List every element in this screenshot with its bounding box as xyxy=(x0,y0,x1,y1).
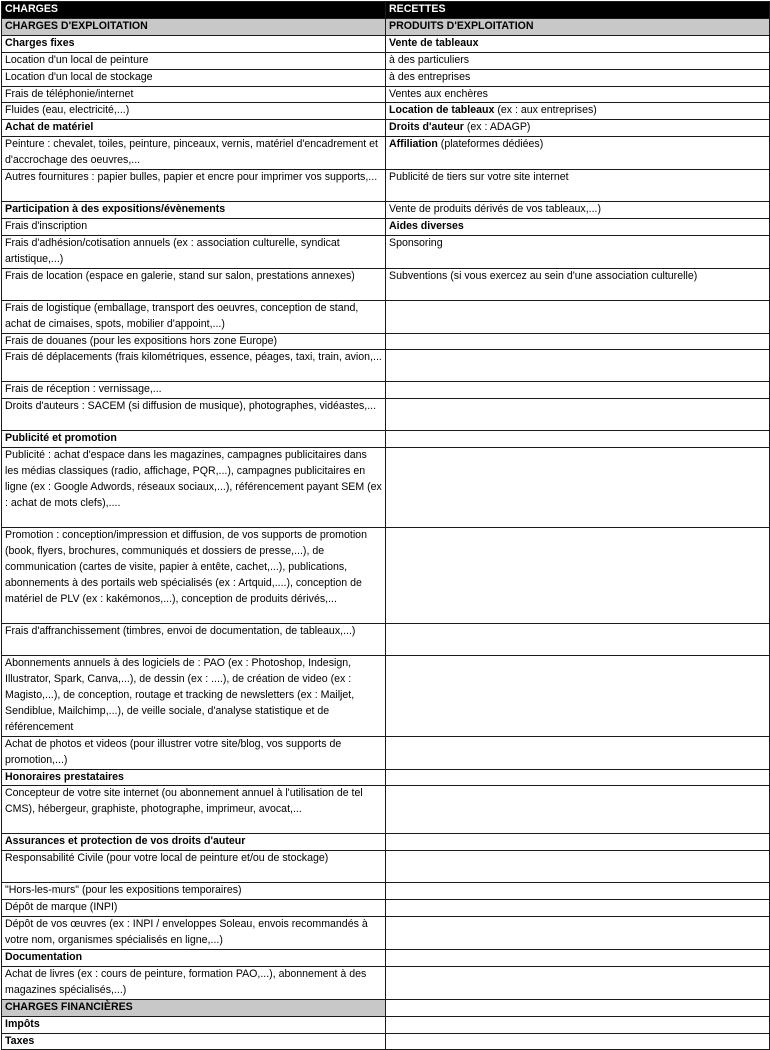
table-row xyxy=(2,103,770,120)
recette-label-bold: Location de tableaux xyxy=(389,104,495,117)
table-row xyxy=(2,624,770,656)
section-charges-exploitation: CHARGES D'EXPLOITATION xyxy=(2,18,386,35)
charge-item: Frais de location (espace en galerie, stand sur salon, prestations annexes) xyxy=(2,268,386,300)
category-assurances: Assurances et protection de vos droits d'auteur xyxy=(2,834,386,851)
table-row xyxy=(2,382,770,399)
table-row xyxy=(2,999,770,1016)
category-charges-fixes: Charges fixes xyxy=(2,35,386,52)
recette-cell-empty xyxy=(386,300,770,333)
recette-cell-empty xyxy=(386,950,770,967)
category-publicite-promotion: Publicité et promotion xyxy=(2,431,386,448)
table-row xyxy=(2,333,770,350)
charge-item: Publicité : achat d'espace dans les magazines, campagnes publicitaires dans les médias classiques (radio, affichage, PQR,...), campagnes publicitaires en ligne (ex : Google Adwords, réseaux sociaux,...), référencement payant SEM (ex : achat de mots clefs),.... xyxy=(2,448,386,528)
header-charges: CHARGES xyxy=(2,2,386,19)
table-row xyxy=(2,218,770,235)
charge-item: Promotion : conception/impression et diffusion, de vos supports de promotion (book, flyers, brochures, communiqués et dossiers de presse,...), de communication (cartes de visite, papier à entête, cachet,...), publications, abonnements à des portails web spécialisés (ex : Artquid,....), conception de matériel de PLV (ex : kakémonos,...), conception de produits dérivés,... xyxy=(2,528,386,624)
recette-label-note: (ex : ADAGP) xyxy=(463,121,531,134)
charge-item: Achat de livres (ex : cours de peinture, formation PAO,...), abonnement à des magazines spécialisés,...) xyxy=(2,966,386,999)
table-row xyxy=(2,69,770,86)
recette-item: Ventes aux enchères xyxy=(386,86,770,103)
table-row xyxy=(2,350,770,382)
category-documentation: Documentation xyxy=(2,950,386,967)
charge-item: Frais de réception : vernissage,... xyxy=(2,382,386,399)
charge-item: "Hors-les-murs" (pour les expositions temporaires) xyxy=(2,883,386,900)
table-row xyxy=(2,966,770,999)
recette-cell-empty xyxy=(386,382,770,399)
charge-item: Frais de téléphonie/internet xyxy=(2,86,386,103)
table-row xyxy=(2,170,770,202)
charge-item: Dépôt de vos œuvres (ex : INPI / enveloppes Soleau, envois recommandés à votre nom, organismes spécialisés en ligne,...) xyxy=(2,917,386,950)
table-row xyxy=(2,834,770,851)
recette-cell-empty xyxy=(386,1033,770,1050)
recette-label-note: (plateformes dédiées) xyxy=(437,138,544,151)
recette-item xyxy=(386,137,770,170)
charge-item: Location d'un local de peinture xyxy=(2,52,386,69)
recette-item: à des particuliers xyxy=(386,52,770,69)
charge-item: Frais d'inscription xyxy=(2,218,386,235)
charges-recettes-table xyxy=(1,1,770,1050)
section-produits-exploitation: PRODUITS D'EXPLOITATION xyxy=(386,18,770,35)
table-row xyxy=(2,900,770,917)
recette-cell-empty xyxy=(386,917,770,950)
recette-cell-empty xyxy=(386,736,770,769)
table-row xyxy=(2,202,770,219)
recette-cell-empty xyxy=(386,851,770,883)
table-row xyxy=(2,448,770,528)
charge-item: Autres fournitures : papier bulles, papier et encre pour imprimer vos supports,... xyxy=(2,170,386,202)
charge-item: Achat de photos et videos (pour illustrer votre site/blog, vos supports de promotion,...) xyxy=(2,736,386,769)
recette-item: Sponsoring xyxy=(386,235,770,268)
recette-cell-empty xyxy=(386,448,770,528)
recette-cell-empty xyxy=(386,350,770,382)
charge-item: Droits d'auteurs : SACEM (si diffusion de musique), photographes, vidéastes,... xyxy=(2,399,386,431)
charge-item: Frais d'affranchissement (timbres, envoi de documentation, de tableaux,...) xyxy=(2,624,386,656)
category-honoraires: Honoraires prestataires xyxy=(2,769,386,786)
category-achat-materiel: Achat de matériel xyxy=(2,120,386,137)
table-row xyxy=(2,1033,770,1050)
category-expositions: Participation à des expositions/évènements xyxy=(2,202,386,219)
recette-cell-empty xyxy=(386,900,770,917)
recette-cell-empty xyxy=(386,1016,770,1033)
table-row xyxy=(2,851,770,883)
recette-cell-empty xyxy=(386,656,770,737)
recette-cell-empty xyxy=(386,333,770,350)
charge-item: Peinture : chevalet, toiles, peinture, pinceaux, vernis, matériel d'encadrement et d'accrochage des oeuvres,... xyxy=(2,137,386,170)
table-row xyxy=(2,1016,770,1033)
table-row xyxy=(2,268,770,300)
recette-cell-empty xyxy=(386,999,770,1016)
charge-item: Fluides (eau, electricité,...) xyxy=(2,103,386,120)
table-row xyxy=(2,786,770,834)
table-row xyxy=(2,120,770,137)
charge-item: Frais d'adhésion/cotisation annuels (ex : association culturelle, syndicat artistique,...) xyxy=(2,235,386,268)
table-row xyxy=(2,399,770,431)
table-row xyxy=(2,883,770,900)
table-row xyxy=(2,86,770,103)
charge-item: Frais dé déplacements (frais kilométriques, essence, péages, taxi, train, avion,... xyxy=(2,350,386,382)
recette-item: à des entreprises xyxy=(386,69,770,86)
table-row xyxy=(2,431,770,448)
recette-cell-empty xyxy=(386,834,770,851)
table-row xyxy=(2,950,770,967)
table-row xyxy=(2,35,770,52)
header-recettes: RECETTES xyxy=(386,2,770,19)
recette-item: Subventions (si vous exercez au sein d'une association culturelle) xyxy=(386,268,770,300)
charge-item: Frais de douanes (pour les expositions hors zone Europe) xyxy=(2,333,386,350)
table-row xyxy=(2,18,770,35)
table-row xyxy=(2,656,770,737)
category-impots: Impôts xyxy=(2,1016,386,1033)
charge-item: Location d'un local de stockage xyxy=(2,69,386,86)
recette-label-note: (ex : aux entreprises) xyxy=(494,104,597,117)
table-row xyxy=(2,528,770,624)
table-row xyxy=(2,235,770,268)
recette-cell-empty xyxy=(386,966,770,999)
table-row xyxy=(2,300,770,333)
charge-item: Abonnements annuels à des logiciels de : PAO (ex : Photoshop, Indesign, Illustrator, Spark, Canva,...), de dessin (ex : ....), de création de video (ex : Magisto,...), de conception, routage et tracking de newsletters (ex : Mailjet, Sendiblue, Mailchimp,...), de veille sociale, d'analyse statistique et de référencement xyxy=(2,656,386,737)
category-aides-diverses: Aides diverses xyxy=(386,218,770,235)
recette-item: Vente de produits dérivés de vos tableaux,...) xyxy=(386,202,770,219)
charge-item: Frais de logistique (emballage, transport des oeuvres, conception de stand, achat de cimaises, spots, mobilier d'appoint,...) xyxy=(2,300,386,333)
table-row xyxy=(2,917,770,950)
recette-cell-empty xyxy=(386,786,770,834)
charge-item: Responsabilité Civile (pour votre local de peinture et/ou de stockage) xyxy=(2,851,386,883)
category-vente-tableaux: Vente de tableaux xyxy=(386,35,770,52)
recette-cell-empty xyxy=(386,883,770,900)
recette-cell-empty xyxy=(386,431,770,448)
charge-item: Dépôt de marque (INPI) xyxy=(2,900,386,917)
recette-item xyxy=(386,103,770,120)
section-charges-financieres: CHARGES FINANCIÈRES xyxy=(2,999,386,1016)
table-row xyxy=(2,137,770,170)
table-row xyxy=(2,769,770,786)
recette-cell-empty xyxy=(386,528,770,624)
recette-cell-empty xyxy=(386,624,770,656)
recette-item: Publicité de tiers sur votre site internet xyxy=(386,170,770,202)
table-row xyxy=(2,52,770,69)
recette-cell-empty xyxy=(386,769,770,786)
category-taxes: Taxes xyxy=(2,1033,386,1050)
charge-item: Concepteur de votre site internet (ou abonnement annuel à l'utilisation de tel CMS), hébergeur, graphiste, photographe, imprimeur, avocat,... xyxy=(2,786,386,834)
recette-item xyxy=(386,120,770,137)
recette-label-bold: Affiliation xyxy=(389,138,438,151)
recette-cell-empty xyxy=(386,399,770,431)
recette-label-bold: Droits d'auteur xyxy=(389,121,464,134)
table-row xyxy=(2,736,770,769)
